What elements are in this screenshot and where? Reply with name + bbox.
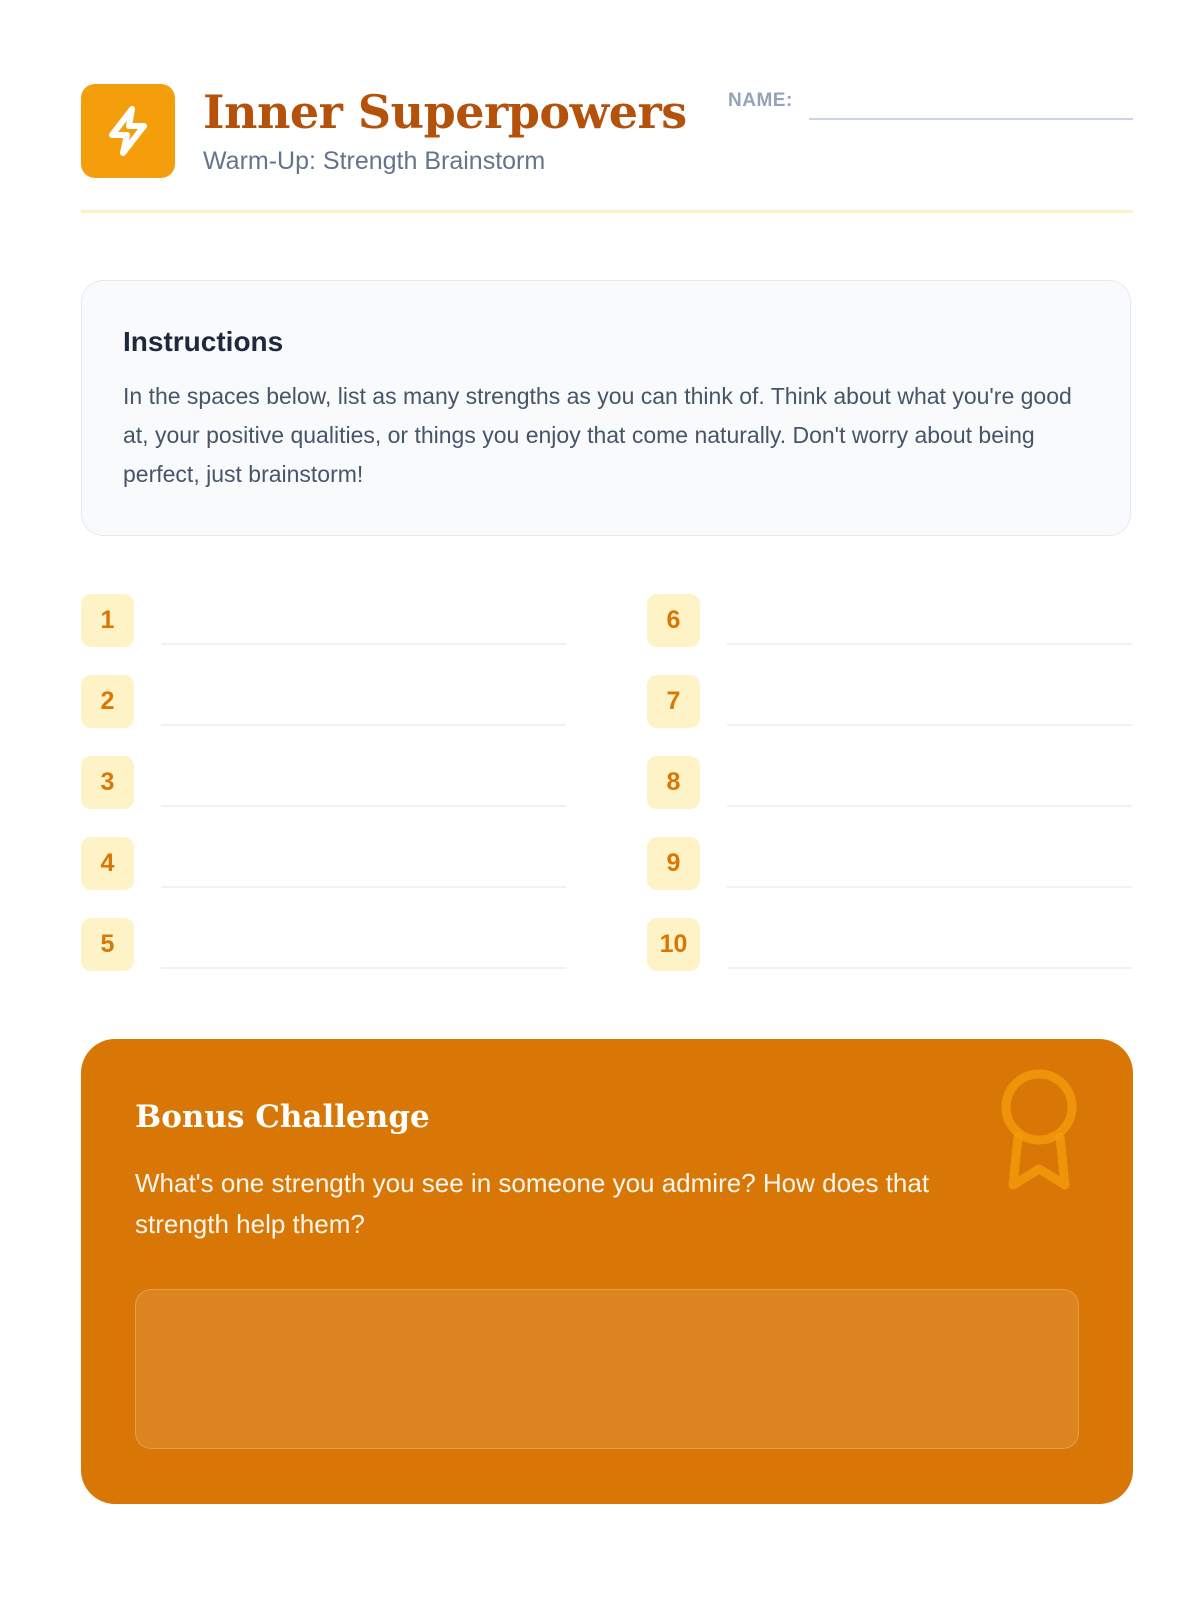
strength-number-badge: 7 <box>647 675 700 728</box>
strength-answer-line[interactable] <box>727 724 1132 726</box>
worksheet-page <box>81 84 1133 1239</box>
page-title: Inner Superpowers <box>203 85 687 139</box>
instructions-heading: Instructions <box>123 326 284 357</box>
page-subtitle: Warm-Up: Strength Brainstorm <box>203 147 546 175</box>
strength-answer-line[interactable] <box>161 805 566 807</box>
strength-answer-line[interactable] <box>161 643 566 645</box>
strength-item <box>647 837 1135 918</box>
name-label: NAME: <box>728 90 793 111</box>
bonus-prompt: What's one strength you see in someone you admire? How does that strength help them? <box>135 1168 930 1239</box>
strength-item <box>81 837 569 918</box>
strength-item <box>81 756 569 837</box>
strength-item <box>647 918 1135 999</box>
strength-item <box>81 675 569 756</box>
strength-answer-line[interactable] <box>161 967 566 969</box>
strengths-column-left <box>81 594 569 999</box>
strength-number-badge: 4 <box>81 837 134 890</box>
strength-number-badge: 6 <box>647 594 700 647</box>
strength-number-badge: 10 <box>647 918 700 971</box>
instructions-text: In the spaces below, list as many strengths as you can think of. Think about what you're good at, your positive qualities, or things you enjoy that come naturally. Don't worry about being perfect, just brainstorm! <box>123 383 1072 487</box>
strength-answer-line[interactable] <box>161 724 566 726</box>
bonus-answer-box[interactable] <box>135 1289 1079 1449</box>
strength-answer-line[interactable] <box>727 805 1132 807</box>
strength-item <box>647 756 1135 837</box>
strength-answer-line[interactable] <box>727 643 1132 645</box>
strength-item <box>647 594 1135 675</box>
strength-answer-line[interactable] <box>727 967 1132 969</box>
strength-number-badge: 1 <box>81 594 134 647</box>
strength-item <box>647 675 1135 756</box>
strength-item <box>81 918 569 999</box>
strength-answer-line[interactable] <box>727 886 1132 888</box>
strength-answer-line[interactable] <box>161 886 566 888</box>
strength-item <box>81 594 569 675</box>
strength-number-badge: 5 <box>81 918 134 971</box>
strengths-column-right <box>647 594 1135 999</box>
strength-number-badge: 9 <box>647 837 700 890</box>
strength-number-badge: 3 <box>81 756 134 809</box>
strength-number-badge: 2 <box>81 675 134 728</box>
strength-number-badge: 8 <box>647 756 700 809</box>
name-field[interactable] <box>809 118 1133 120</box>
bonus-challenge-card <box>81 1039 1133 1504</box>
lightning-bolt-icon <box>81 84 175 178</box>
worksheet-header <box>81 84 1133 213</box>
bonus-heading: Bonus Challenge <box>135 1099 430 1135</box>
instructions-box <box>81 280 1131 536</box>
